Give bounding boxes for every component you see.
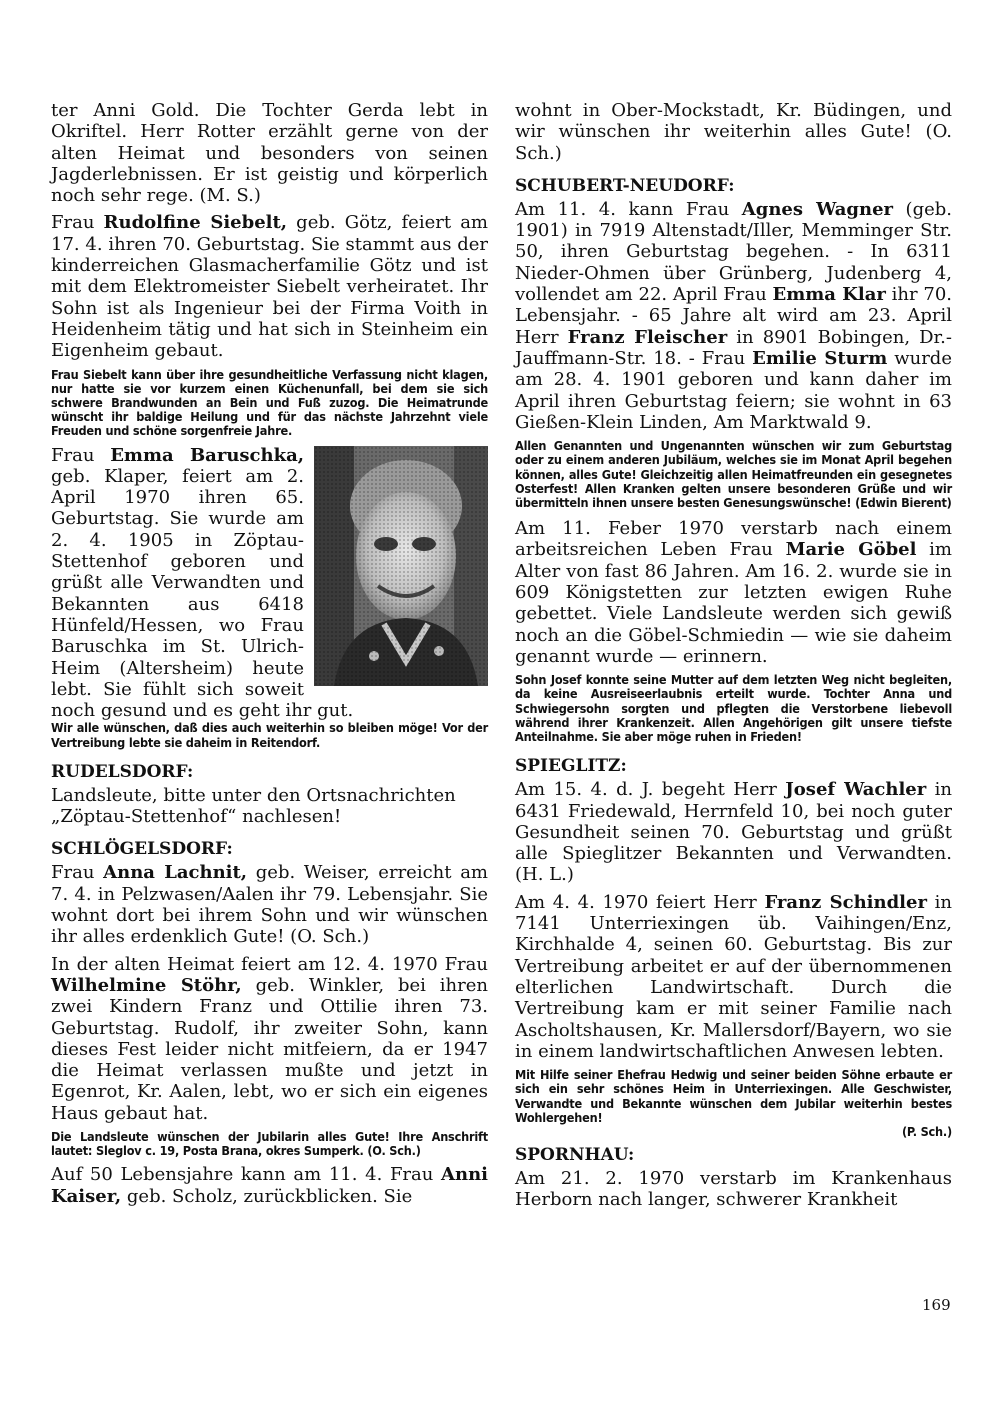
section-heading: SCHLÖGELSDORF: bbox=[51, 839, 233, 860]
left-column bbox=[51, 100, 488, 1207]
small-print-paragraph: Mit Hilfe seiner Ehefrau Hedwig und seiner beiden Söhne erbaute er sich ein sehr schönes Heim in Unterriexingen. Alle Geschwister, Verwandte und Bekannte wünschen dem Jubilar weiterhin bestes Wohlergehen! bbox=[515, 1067, 952, 1125]
person-name: Franz Schindler bbox=[764, 891, 927, 913]
section-heading: SCHUBERT-NEUDORF: bbox=[515, 175, 735, 196]
paragraph: wohnt in Ober-Mockstadt, Kr. Büdingen, und wir wünschen ihr weiterhin alles Gute! (O. Sch.) bbox=[515, 100, 952, 164]
portrait-photo bbox=[314, 446, 488, 686]
paragraph: Landsleute, bitte unter den Ortsnachrichten „Zöptau-Stettenhof“ nachlesen! bbox=[51, 784, 456, 828]
right-column bbox=[515, 100, 952, 1211]
small-print-paragraph: Wir alle wünschen, daß dies auch weiterhin so bleiben möge! Vor der Vertreibung lebte sie daheim in Reitendorf. bbox=[51, 720, 488, 750]
paragraph: Am 11. Feber 1970 verstarb nach einem arbeitsreichen Leben Frau Marie Göbel im Alter von fast 86 Jahren. Am 16. 2. wurde sie in 609 Königstetten zur letzten ewigen Ruhe gebettet. Viele Landsleute werden sich gewiß noch an die Göbel-Schmiedin — wie sie daheim genannt wurde — erinnern. bbox=[515, 518, 952, 667]
section-heading: SPORNHAU: bbox=[515, 1145, 635, 1166]
person-name: Agnes Wagner bbox=[741, 198, 894, 220]
person-name: Wilhelmine Stöhr, bbox=[51, 974, 242, 996]
paragraph: Frau Anna Lachnit, geb. Weiser, erreicht am 7. 4. in Pelzwasen/Aalen ihr 79. Lebensjahr. Sie wohnt dort bei ihrem Sohn und wir wünschen ihr alles erdenklich Gute! (O. Sch.) bbox=[51, 862, 489, 948]
page-number: 169 bbox=[922, 1296, 951, 1314]
section-heading: RUDELSDORF: bbox=[51, 761, 194, 782]
person-name: Anni Kaiser, bbox=[51, 1164, 488, 1207]
small-print-paragraph: Allen Genannten und Ungenannten wünschen wir zum Geburtstag oder zu einem anderen Jubiläum, welches sie im Monat April begehen können, alles Gute! Gleichzeitig allen Heimatfreunden ein gesegnetes Osterfest! Allen Kranken gelten unsere besonderen Grüße und wir übermitteln ihnen unsere besten Genesungswünsche! (Edwin Bierent) bbox=[515, 438, 952, 510]
paragraph: Frau Rudolfine Siebelt, geb. Götz, feiert am 17. 4. ihren 70. Geburtstag. Sie stammt aus der kinderreichen Glasmacherfamilie Götz und ist mit dem Elektromeister Siebelt verheiratet. Ihr Sohn ist als Ingenieur bei der Firma Voith in Heidenheim tätig und hat sich in Steinheim ein Eigenheim gebaut. bbox=[51, 212, 488, 362]
person-name: Emma Klar bbox=[772, 284, 886, 306]
small-print-paragraph: Frau Siebelt kann über ihre gesundheitliche Verfassung nicht klagen, nur hatte sie vor kurzem einen Küchenunfall, bei dem sie sich schwere Brandwunden an Bein und Fuß zuzog. Die Heimatrunde wünscht ihr baldige Heilung und für das nächste Jahrzehnt viele Freuden und schöne sorgenfreie Jahre. bbox=[51, 366, 488, 439]
paragraph: Am 15. 4. d. J. begeht Herr Josef Wachler in 6431 Friedewald, Herrnfeld 10, bei noch guter Gesundheit seinen 70. Geburtstag und grüßt alle Spieglitzer Bekannten und Verwandten. (H. L.) bbox=[515, 779, 952, 886]
person-name: Marie Göbel bbox=[785, 539, 917, 561]
person-name: Anna Lachnit, bbox=[103, 862, 248, 884]
paragraph: Am 21. 2. 1970 verstarb im Krankenhaus Herborn nach langer, schwerer Krankheit bbox=[515, 1168, 952, 1211]
paragraph: Auf 50 Lebensjahre kann am 11. 4. Frau Anni Kaiser, geb. Scholz, zurückblicken. Sie bbox=[51, 1164, 488, 1207]
paragraph: Am 11. 4. kann Frau Agnes Wagner (geb. 1901) in 7919 Altenstadt/Iller, Memminger Str. 50, ihren Geburtstag begehen. - In 6311 Nieder-Ohmen über Grünberg, Judenberg 4, vollendet am 22. April Frau Emma Klar ihr 70. Lebensjahr. - 65 Jahre alt wird am 23. April Herr Franz Fleischer in 8901 Bobingen, Dr.-Jauffmann-Str. 18. - Frau Emilie Sturm wurde am 28. 4. 1901 geboren und kann daher im April ihren Geburtstag feiern; sie wohnt in 63 Gießen-Klein Linden, Am Marktwald 9. bbox=[515, 198, 953, 433]
paragraph: Am 4. 4. 1970 feiert Herr Franz Schindler in 7141 Unterriexingen üb. Vaihingen/Enz, Kirchhalde 4, seinen 60. Geburtstag. Bis zur Vertreibung arbeitet er auf der übernommenen elterlichen Landwirtschaft. Durch die Vertreibung kam er mit seiner Familie nach Ascholtshausen, Kr. Mallersdorf/Bayern, wo sie in einem landwirtschaftlichen Anwesen lebten. bbox=[515, 891, 952, 1062]
person-name: Josef Wachler bbox=[785, 779, 927, 801]
person-name: Franz Fleischer bbox=[567, 326, 728, 348]
signature: (P. Sch.) bbox=[901, 1123, 952, 1139]
person-name: Rudolfine Siebelt, bbox=[103, 212, 288, 234]
portrait-block bbox=[51, 445, 488, 722]
paragraph: In der alten Heimat feiert am 12. 4. 1970 Frau Wilhelmine Stöhr, geb. Winkler, bei ihren zwei Kindern Franz und Ottilie ihren 73. Geburtstag. Rudolf, ihr zweiter Sohn, kann dieses Fest leider nicht mitfeiern, da er 1947 die Heimat verlassen mußte und jetzt in Egenrot, Kr. Aalen, lebt, wo er sich ein eigenes Haus gebaut hat. bbox=[51, 953, 488, 1124]
small-print-paragraph: Sohn Josef konnte seine Mutter auf dem letzten Weg nicht begleiten, da keine Ausreiseerlaubnis erteilt wurde. Tochter Anna und Schwiegersohn sorgten und pflegten die Verstorbene liebevoll während ihrer Krankenzeit. Allen Angehörigen gilt unsere tiefste Anteilnahme. Sie aber möge ruhen in Frieden! bbox=[515, 672, 952, 745]
paragraph: ter Anni Gold. Die Tochter Gerda lebt in Okriftel. Herr Rotter erzählt gerne von der alten Heimat und besonders von seinen Jagderlebnissen. Er ist geistig und körperlich noch sehr rege. (M. S.) bbox=[51, 100, 488, 207]
section-heading: SPIEGLITZ: bbox=[515, 756, 627, 777]
person-name: Emma Baruschka, bbox=[110, 444, 304, 466]
paragraph: Frau Emma Baruschka, geb. Klaper, feiert am 2. April 1970 ihren 65. Geburtstag. Sie wurde am 2. 4. 1905 in Zöptau-Stettenhof geboren und grüßt alle Verwandten und Bekannten aus 6418 Hünfeld/Hessen, wo Frau Baruschka im St. Ulrich-Heim (Altersheim) heute lebt. Sie fühlt sich soweit noch gesund und es geht ihr gut. bbox=[51, 444, 354, 722]
person-name: Emilie Sturm bbox=[752, 347, 888, 369]
small-print-paragraph: Die Landsleute wünschen der Jubilarin alles Gute! Ihre Anschrift lautet: Sleglov c. 19, Posta Brana, okres Sumperk. (O. Sch.) bbox=[51, 1129, 488, 1159]
